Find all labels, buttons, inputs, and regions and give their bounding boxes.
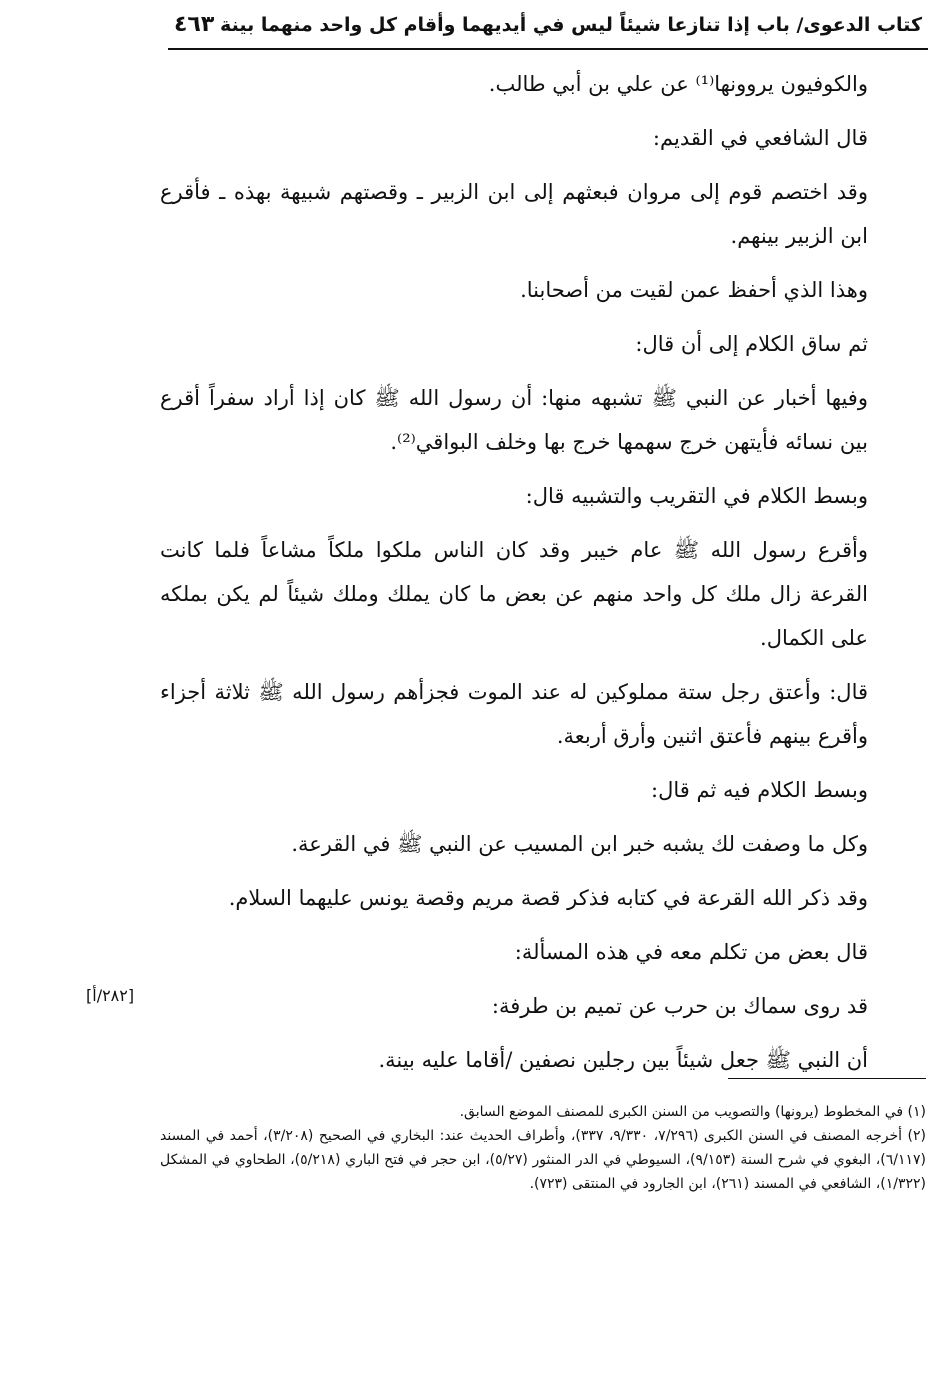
paragraph: أن النبي ﷺ جعل شيئاً بين رجلين نصفين /أقاما عليه بينة. (378, 1048, 868, 1072)
paragraph: وقد اختصم قوم إلى مروان فبعثهم إلى ابن الزبير ـ وقصتهم شبيهة بهذه ـ فأقرع ابن الزبير بينهم. (160, 180, 868, 248)
paragraph: وقد ذكر الله القرعة في كتابه فذكر قصة مريم وقصة يونس عليهما السلام. (228, 886, 868, 910)
footnotes (160, 1100, 926, 1196)
chapter-title: كتاب الدعوى/ باب إذا تنازعا شيئاً ليس في أيديهما وأقام كل واحد منهما بينة (220, 14, 922, 36)
running-header (168, 8, 928, 50)
paragraph: وبسط الكلام في التقريب والتشبيه قال: (525, 484, 868, 508)
footnote-divider (728, 1078, 926, 1079)
paragraph: والكوفيون يروونها⁽¹⁾ عن علي بن أبي طالب. (488, 72, 868, 96)
paragraph: وأقرع رسول الله ﷺ عام خيبر وقد كان الناس ملكوا ملكاً مشاعاً فلما كانت القرعة زال ملك كل واحد منهم عن بعض ما كان يملك وملك شيئاً لم يكن بملكه على الكمال. (160, 538, 868, 650)
paragraph: قال الشافعي في القديم: (652, 126, 868, 150)
paragraph: قال بعض من تكلم معه في هذه المسألة: (514, 940, 868, 964)
paragraph: وفيها أخبار عن النبي ﷺ تشبهه منها: أن رسول الله ﷺ كان إذا أراد سفراً أقرع بين نسائه فأيتهن خرج سهمها خرج بها وخلف البواقي⁽²⁾. (160, 386, 868, 454)
main-text (160, 62, 926, 1092)
footnote: (١) في المخطوط (يرونها) والتصويب من السنن الكبرى للمصنف الموضع السابق. (459, 1104, 926, 1120)
paragraph: وبسط الكلام فيه ثم قال: (651, 778, 868, 802)
paragraph: قال: وأعتق رجل ستة مملوكين له عند الموت فجزأهم رسول الله ﷺ ثلاثة أجزاء وأقرع بينهم فأعتق اثنين وأرق أربعة. (160, 680, 868, 748)
manuscript-folio-marker: [٢٨٢/أ] (86, 986, 135, 1005)
page-number: ٤٦٣ (174, 12, 215, 37)
footnote: (٢) أخرجه المصنف في السنن الكبرى (٧/٢٩٦، ٩/٣٣٠، ٣٣٧)، وأطراف الحديث عند: البخاري في الصحيح (٣/٢٠٨)، أحمد في المسند (٦/١١٧)، البغوي في شرح السنة (٩/١٥٣)، السيوطي في الدر المنثور (٥/٢٧)، ابن حجر في فتح الباري (٥/٢١٨)، الطحاوي في المشكل (١/٣٢٢)، الشافعي في المسند (٢٦١)، ابن الجارود في المنتقى (٧٢٣). (160, 1128, 926, 1192)
paragraph: وهذا الذي أحفظ عمن لقيت من أصحابنا. (520, 278, 868, 302)
paragraph: ثم ساق الكلام إلى أن قال: (635, 332, 868, 356)
paragraph: وكل ما وصفت لك يشبه خبر ابن المسيب عن النبي ﷺ في القرعة. (291, 832, 868, 856)
paragraph: قد روى سماك بن حرب عن تميم بن طرفة: (491, 994, 868, 1018)
